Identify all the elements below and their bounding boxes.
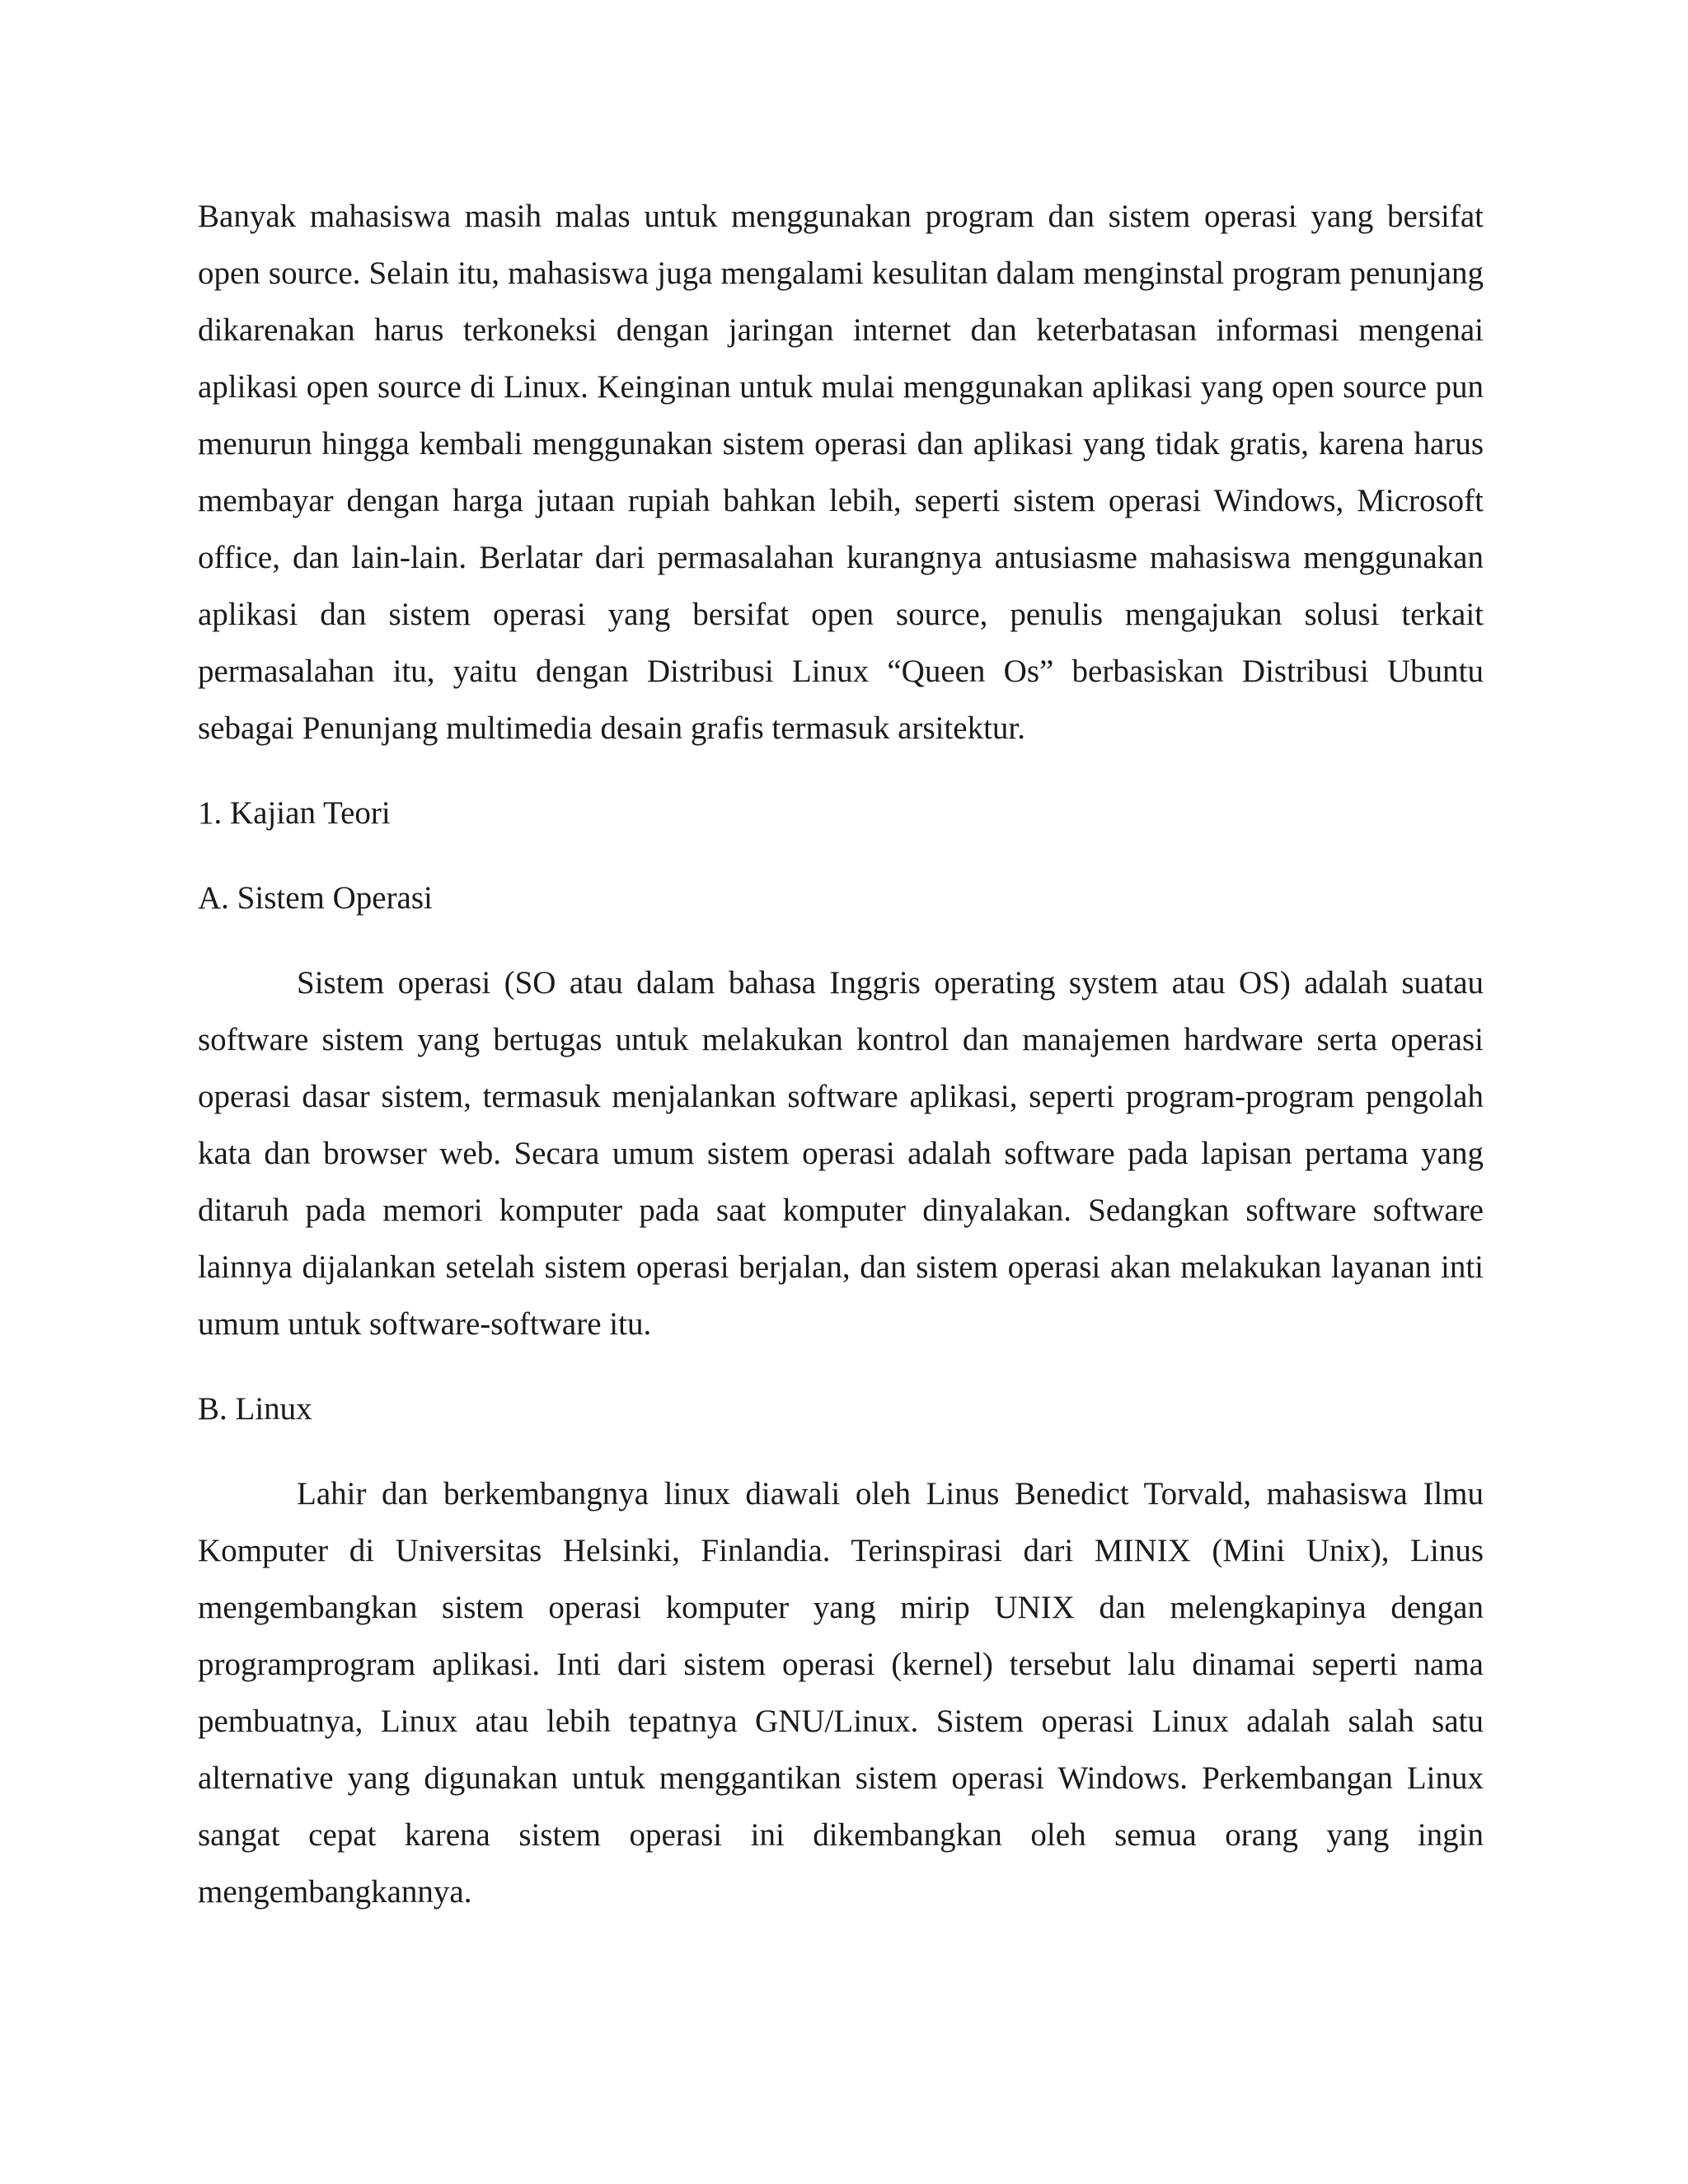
section-heading-kajian-teori: 1. Kajian Teori <box>198 795 391 831</box>
sistem-operasi-paragraph: Sistem operasi (SO atau dalam bahasa Inggris operating system atau OS) adalah suatau software sistem yang bertugas untuk melakukan kontrol dan manajemen hardware serta operasi operasi dasar sistem, termasuk menjalankan software aplikasi, seperti program-program pengolah kata dan browser web. Secara umum sistem operasi adalah software pada lapisan pertama yang ditaruh pada memori komputer pada saat komputer dinyalakan. Sedangkan software software lainnya dijalankan setelah sistem operasi berjalan, dan sistem operasi akan melakukan layanan inti umum untuk software-software itu. <box>198 965 1484 1342</box>
subsection-heading-linux: B. Linux <box>198 1391 312 1427</box>
document-body <box>198 188 1484 1920</box>
intro-paragraph: Banyak mahasiswa masih malas untuk menggunakan program dan sistem operasi yang bersifat open source. Selain itu, mahasiswa juga mengalami kesulitan dalam menginstal program penunjang dikarenakan harus terkoneksi dengan jaringan internet dan keterbatasan informasi mengenai aplikasi open source di Linux. Keinginan untuk mulai menggunakan aplikasi yang open source pun menurun hingga kembali menggunakan sistem operasi dan aplikasi yang tidak gratis, karena harus membayar dengan harga jutaan rupiah bahkan lebih, seperti sistem operasi Windows, Microsoft office, dan lain-lain. Berlatar dari permasalahan kurangnya antusiasme mahasiswa menggunakan aplikasi dan sistem operasi yang bersifat open source, penulis mengajukan solusi terkait permasalahan itu, yaitu dengan Distribusi Linux “Queen Os” berbasiskan Distribusi Ubuntu sebagai Penunjang multimedia desain grafis termasuk arsitektur. <box>198 199 1484 746</box>
linux-paragraph: Lahir dan berkembangnya linux diawali oleh Linus Benedict Torvald, mahasiswa Ilmu Komputer di Universitas Helsinki, Finlandia. Terinspirasi dari MINIX (Mini Unix), Linus mengembangkan sistem operasi komputer yang mirip UNIX dan melengkapinya dengan programprogram aplikasi. Inti dari sistem operasi (kernel) tersebut lalu dinamai seperti nama pembuatnya, Linux atau lebih tepatnya GNU/Linux. Sistem operasi Linux adalah salah satu alternative yang digunakan untuk menggantikan sistem operasi Windows. Perkembangan Linux sangat cepat karena sistem operasi ini dikembangkan oleh semua orang yang ingin mengembangkannya. <box>198 1476 1484 1910</box>
subsection-heading-sistem-operasi: A. Sistem Operasi <box>198 880 433 916</box>
